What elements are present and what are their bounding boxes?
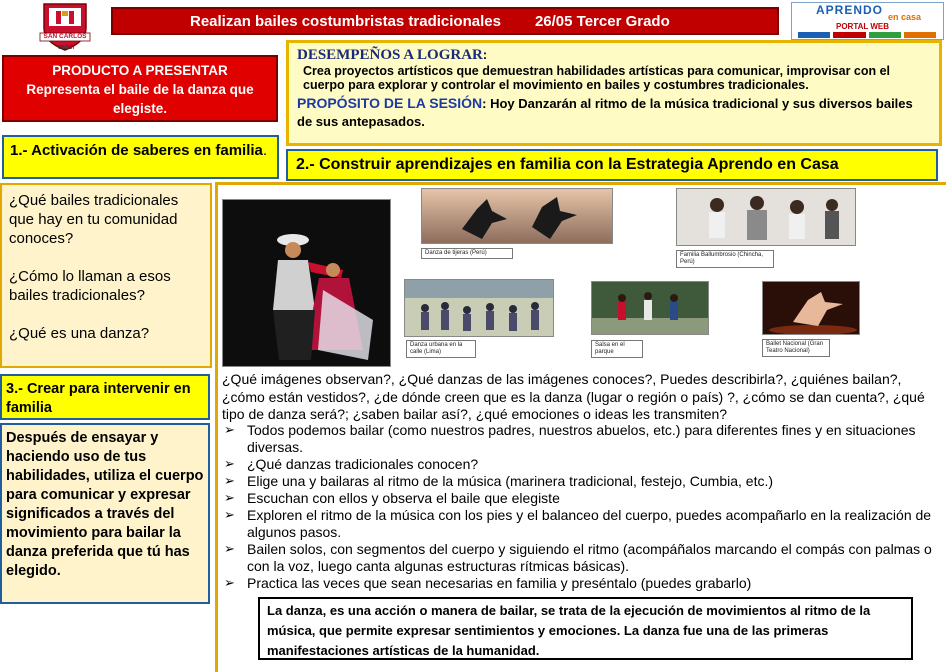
logo-line1: APRENDO [816,3,884,17]
desempenos-box [286,40,942,146]
school-logo-text: SAN CARLOS [43,33,87,40]
purpose-heading: PROPÓSITO DE LA SESIÓN [297,95,483,111]
section1-title [2,135,279,179]
caption-ballet: Ballet Nacional (Gran Teatro Nacional) [762,339,830,357]
section1-title-text: 1.- Activación de saberes en familia [10,142,263,159]
section1-period: . [262,142,268,159]
caption-salsa: Salsa en el parque [591,340,643,358]
title-bar [111,7,779,35]
section3-text: Después de ensayar y haciendo uso de tus habilidades, utiliza el cuerpo para comunicar y expresar significados a través del movimiento para bailar la danza preferida que tú has elegido. [0,423,210,604]
list-item: ➢ Todos podemos bailar (como nuestros padres, nuestros abuelos, etc.) para diferentes fines y en situaciones diversas. [222,422,940,456]
observation-questions: ¿Qué imágenes observan?, ¿Qué danzas de las imágenes conoces?, Puedes describirla?, ¿quiénes bailan?, ¿cómo están vestidos?, ¿de dónde creen que es la danza (lugar o región o país) ?, ¿cómo se dan cuenta?, ¿qué tipo de danza será?; ¿saben bailar así?, ¿qué emociones o ideas les transmiten? [222,371,925,422]
list-item: ➢ Elige una y bailaras al ritmo de la música (marinera tradicional, festejo, Cumbia, etc.) [222,473,940,490]
salsa-parque-photo [591,281,709,335]
caption-tijeras: Danza de tijeras (Perú) [421,248,513,259]
purpose-text: : Hoy Danzarán al ritmo de la música tradicional y sus diversos bailes de sus antepasados. [297,96,913,129]
logo-line3: PORTAL WEB [836,22,890,31]
aprendo-en-casa-logo [791,2,944,40]
section2-title: 2.- Construir aprendizajes en familia con la Estrategia Aprendo en Casa [286,149,938,181]
product-text: Representa el baile de la danza que elegiste. [26,82,254,116]
school-logo-sub: ONSET [58,45,76,51]
question-3: ¿Qué es una danza? [9,325,150,342]
logo-line2: en casa [888,12,922,22]
danza-de-tijeras-photo [421,188,613,244]
logo-strip [798,32,936,38]
familia-ballumbrosio-photo [676,188,856,246]
dance-definition-box: La danza, es una acción o manera de bailar, se trata de la ejecución de movimientos al ritmo de la música, que permite expresar sentimientos y emociones. La danza fue una de las primeras manifestaciones artísticas de la humanidad. [258,597,913,660]
caption-danza-urbana: Danza urbana en la calle (Lima) [406,340,476,358]
list-item: ➢ Exploren el ritmo de la música con los pies y el balanceo del cuerpo, puedes acompañarlo en la realización de algunos pasos. [222,507,940,541]
desempenos-heading: DESEMPEÑOS A LOGRAR [297,47,483,63]
product-box [2,55,278,122]
list-item: ➢ Escuchan con ellos y observa el baile que elegiste [222,490,940,507]
ballet-nacional-photo [762,281,860,335]
section1-questions [0,183,212,368]
question-2: ¿Cómo lo llaman a esos bailes tradicionales? [9,268,171,304]
caption-ballumbrosio: Familia Ballumbrosio (Chincha, Perú) [676,250,774,268]
danza-urbana-photo [404,279,554,337]
activity-list [222,422,940,592]
school-logo [36,2,94,52]
page-title: Realizan bailes costumbristas tradicionales [190,12,501,30]
date-grade: 26/05 Tercer Grado [534,12,670,30]
list-item: ➢ ¿Qué danzas tradicionales conocen? [222,456,940,473]
list-item: ➢ Practica las veces que sean necesarias en familia y preséntalo (puedes grabarlo) [222,575,940,592]
product-heading: PRODUCTO A PRESENTAR [52,63,228,78]
list-item: ➢ Bailen solos, con segmentos del cuerpo y siguiendo el ritmo (acompáñalos marcando el compás con palmas o con la voz, luego canta algunas estructuras rítmicas básicas). [222,541,940,575]
question-1: ¿Qué bailes tradicionales que hay en tu comunidad conoces? [9,192,179,247]
desempenos-colon: : [482,48,488,62]
desempenos-text: Crea proyectos artísticos que demuestran habilidades artísticas para comunicar, improvisar con el cuerpo para explorar y controlar el movimiento en bailes y costumbres tradicionales. [303,64,891,92]
marinera-dancers-photo [222,199,391,367]
section3-title: 3.- Crear para intervenir en familia [0,374,210,420]
